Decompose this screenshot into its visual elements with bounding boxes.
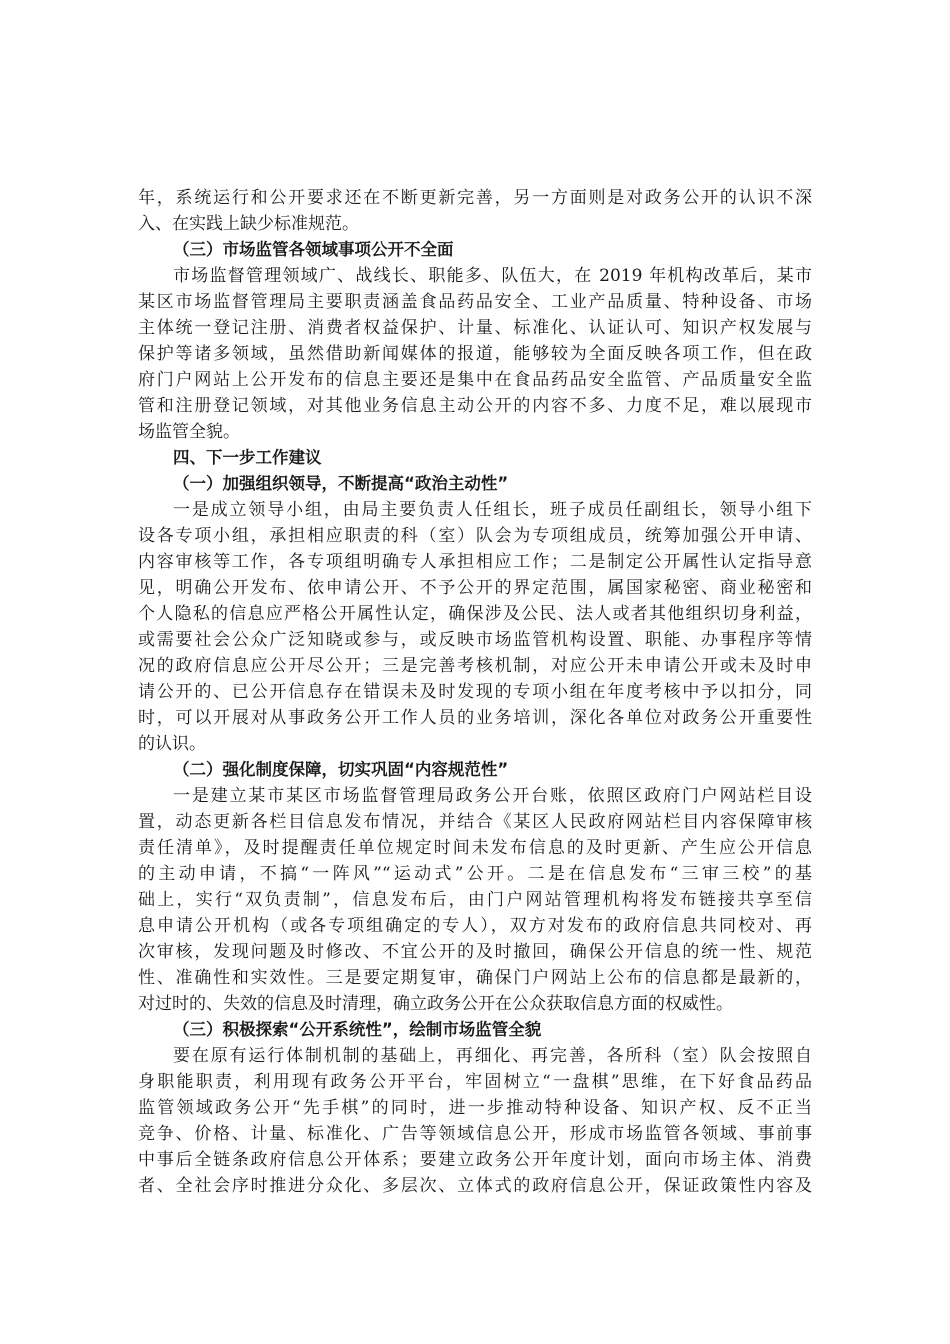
paragraph-line: 见，明确公开发布、依申请公开、不予公开的界定范围，属国家秘密、商业秘密和 [138, 578, 812, 598]
paragraph-line: 年，系统运行和公开要求还在不断更新完善，另一方面则是对政务公开的认识不深 [138, 188, 812, 208]
paragraph-line: 主体统一登记注册、消费者权益保护、计量、标准化、认证认可、知识产权发展与 [138, 318, 812, 338]
paragraph-line: 请公开的、已公开信息存在错误未及时发现的专项小组在年度考核中予以扣分，同 [138, 682, 812, 702]
paragraph-line: 责任清单》，及时提醒责任单位规定时间未发布信息的及时更新、产生应公开信息 [138, 838, 812, 858]
paragraph-line: 一是成立领导小组，由局主要负责人任组长，班子成员任副组长，领导小组下 [173, 500, 812, 520]
paragraph-line: 础上，实行“双负责制”，信息发布后，由门户网站管理机构将发布链接共享至信 [138, 890, 812, 910]
paragraph-line: 管和注册登记领域，对其他业务信息主动公开的内容不多、力度不足，难以展现市 [138, 396, 812, 416]
paragraph-line: 个人隐私的信息应严格公开属性认定，确保涉及公民、法人或者其他组织切身利益， [138, 604, 812, 624]
paragraph-line: 息申请公开机构（或各专项组确定的专人），双方对发布的政府信息共同校对、再 [138, 916, 812, 936]
paragraph-line: 入、在实践上缺少标准规范。 [138, 214, 359, 234]
paragraph-line: 对过时的、失效的信息及时清理，确立政务公开在公众获取信息方面的权威性。 [138, 994, 733, 1014]
paragraph-line: 要在原有运行体制机制的基础上，再细化、再完善，各所科（室）队会按照自 [173, 1046, 812, 1066]
paragraph-line: 况的政府信息应公开尽公开；三是完善考核机制，对应公开未申请公开或未及时申 [138, 656, 812, 676]
paragraph-line: 的主动申请，不搞“一阵风”“运动式”公开。二是在信息发布“三审三校”的基 [138, 864, 812, 884]
section-heading: （三）积极探索“公开系统性”，绘制市场监管全貌 [173, 1020, 542, 1039]
section-heading: （二）强化制度保障，切实巩固“内容规范性” [173, 760, 509, 779]
paragraph-line: 次审核，发现问题及时修改、不宜公开的及时撤回，确保公开信息的统一性、规范 [138, 942, 812, 962]
paragraph-line: 一是建立某市某区市场监督管理局政务公开台账，依照区政府门户网站栏目设 [173, 786, 812, 806]
paragraph-line: 设各专项小组，承担相应职责的科（室）队会为专项组成员，统筹加强公开申请、 [138, 526, 812, 546]
paragraph-line: 内容审核等工作，各专项组明确专人承担相应工作；二是制定公开属性认定指导意 [138, 552, 812, 572]
paragraph-line: 时，可以开展对从事政务公开工作人员的业务培训，深化各单位对政务公开重要性 [138, 708, 812, 728]
paragraph-line: 监管领域政务公开“先手棋”的同时，进一步推动特种设备、知识产权、反不正当 [138, 1098, 812, 1118]
paragraph-line: 的认识。 [138, 734, 206, 754]
section-heading: （三）市场监管各领域事项公开不全面 [173, 240, 454, 259]
paragraph-line: 性、准确性和实效性。三是要定期复审，确保门户网站上公布的信息都是最新的， [138, 968, 812, 988]
paragraph-line: 置，动态更新各栏目信息发布情况，并结合《某区人民政府网站栏目内容保障审核 [138, 812, 812, 832]
paragraph-line: 身职能职责，利用现有政务公开平台，牢固树立“一盘棋”思维，在下好食品药品 [138, 1072, 812, 1092]
document-body [138, 185, 812, 1199]
paragraph-line: 或需要社会公众广泛知晓或参与，或反映市场监管机构设置、职能、办事程序等情 [138, 630, 812, 650]
paragraph-line: 中事后全链条政府信息公开体系；要建立政务公开年度计划，面向市场主体、消费 [138, 1150, 812, 1170]
paragraph-line: 市场监督管理领域广、战线长、职能多、队伍大，在 2019 年机构改革后，某市 [173, 266, 812, 286]
section-heading: 四、下一步工作建议 [173, 448, 322, 467]
section-heading: （一）加强组织领导，不断提高“政治主动性” [173, 474, 509, 493]
paragraph-line: 保护等诸多领域，虽然借助新闻媒体的报道，能够较为全面反映各项工作，但在政 [138, 344, 812, 364]
paragraph-line: 某区市场监督管理局主要职责涵盖食品药品安全、工业产品质量、特种设备、市场 [138, 292, 812, 312]
paragraph-line: 府门户网站上公开发布的信息主要还是集中在食品药品安全监管、产品质量安全监 [138, 370, 812, 390]
paragraph-line: 场监管全貌。 [138, 422, 240, 442]
paragraph-line: 者、全社会序时推进分众化、多层次、立体式的政府信息公开，保证政策性内容及 [138, 1176, 812, 1196]
paragraph-line: 竞争、价格、计量、标准化、广告等领域信息公开，形成市场监管各领域、事前事 [138, 1124, 812, 1144]
